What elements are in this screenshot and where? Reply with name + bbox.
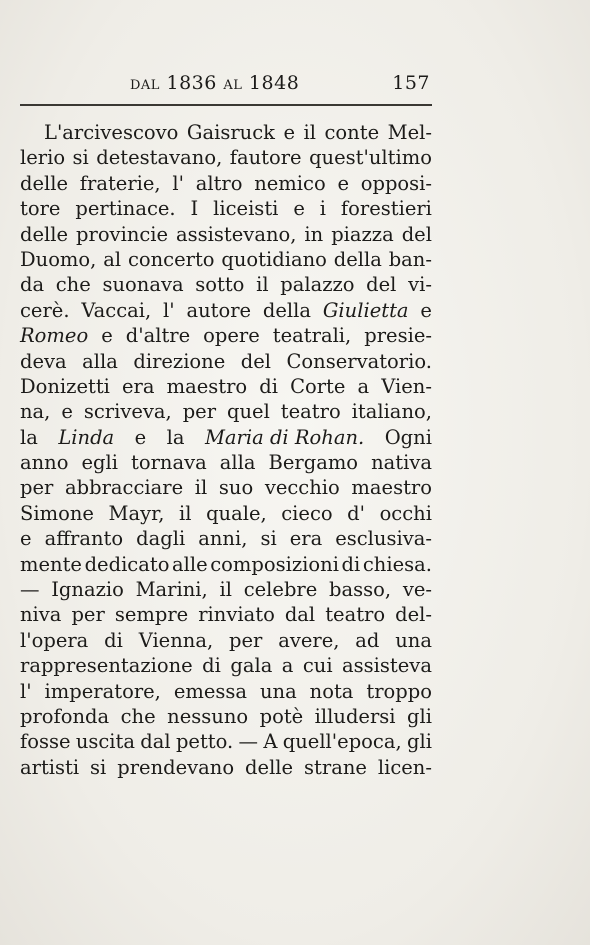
word: al bbox=[103, 247, 122, 271]
page-number: 157 bbox=[392, 72, 430, 94]
word: illudersi bbox=[314, 704, 396, 728]
word: maestro bbox=[351, 476, 432, 500]
word: piazza bbox=[331, 222, 394, 246]
word: troppo bbox=[366, 679, 432, 703]
word: cieco bbox=[281, 501, 333, 525]
word: conte bbox=[324, 121, 380, 144]
word: di bbox=[341, 552, 361, 576]
word: a bbox=[281, 654, 294, 678]
word: nota bbox=[309, 679, 354, 703]
word: della bbox=[333, 247, 382, 271]
word: autore bbox=[186, 298, 252, 322]
word: scriveva, bbox=[83, 400, 172, 424]
text-line bbox=[20, 196, 432, 221]
word: dedicato bbox=[84, 552, 170, 576]
text-line bbox=[20, 552, 432, 577]
word: gli bbox=[407, 704, 432, 728]
text-line bbox=[20, 679, 432, 704]
word: lerio bbox=[20, 146, 66, 170]
word: Maria di Rohan. bbox=[204, 425, 365, 449]
word: detestavano, bbox=[96, 146, 223, 170]
word: la bbox=[20, 425, 38, 449]
text-line bbox=[20, 222, 432, 247]
text-line bbox=[20, 349, 432, 374]
word: ban- bbox=[388, 247, 432, 271]
word: in bbox=[304, 222, 324, 246]
word: fraterie, bbox=[79, 171, 161, 195]
word: quale, bbox=[206, 501, 267, 525]
word: Mel- bbox=[387, 121, 432, 144]
word: teatro bbox=[325, 603, 386, 627]
word: maestro bbox=[166, 374, 248, 398]
word: anni, bbox=[198, 527, 248, 551]
word: Duomo, bbox=[20, 247, 97, 271]
text-line bbox=[20, 247, 432, 272]
word: strane bbox=[304, 755, 367, 779]
word: — bbox=[20, 578, 40, 602]
text-line bbox=[20, 298, 432, 323]
word: petto. bbox=[175, 730, 234, 754]
word: che bbox=[55, 273, 91, 297]
word: e bbox=[101, 324, 113, 348]
word: altro bbox=[195, 171, 243, 195]
word: e bbox=[283, 121, 296, 144]
word: Mayr, bbox=[108, 501, 165, 525]
word: Marini, bbox=[135, 578, 208, 602]
text-line bbox=[20, 425, 432, 450]
word: ve- bbox=[402, 578, 432, 602]
word: l' bbox=[20, 679, 32, 703]
word: uscita bbox=[75, 730, 135, 754]
word: tornava bbox=[131, 451, 207, 475]
word: delle bbox=[20, 171, 69, 195]
word: I bbox=[190, 197, 199, 221]
word: sempre bbox=[114, 603, 189, 627]
word: Vienna, bbox=[138, 628, 214, 652]
word: Vien- bbox=[381, 374, 432, 398]
word: profonda bbox=[20, 704, 110, 728]
word: assisteva bbox=[342, 654, 432, 678]
word: alla bbox=[82, 349, 118, 373]
word: d' bbox=[347, 501, 366, 525]
running-head: dal 1836 al 1848 bbox=[130, 72, 300, 94]
word: Corte bbox=[290, 374, 346, 398]
word: Bergamo bbox=[268, 451, 359, 475]
word: teatro bbox=[280, 400, 341, 424]
word: dal bbox=[140, 730, 171, 754]
word: d'altre bbox=[125, 324, 191, 348]
word: nessuno bbox=[167, 704, 249, 728]
text-line bbox=[20, 323, 432, 348]
word: il bbox=[194, 476, 208, 500]
word: licen- bbox=[377, 755, 432, 779]
word: alla bbox=[219, 451, 256, 475]
word: nativa bbox=[371, 451, 432, 475]
word: opposi- bbox=[360, 171, 432, 195]
word: per bbox=[182, 400, 217, 424]
word: imperatore, bbox=[44, 679, 161, 703]
word: di bbox=[259, 374, 278, 398]
word: gala bbox=[230, 654, 273, 678]
word: il bbox=[303, 121, 317, 144]
word: Gaisruck bbox=[186, 121, 275, 144]
word: artisti bbox=[20, 755, 80, 779]
word: emessa bbox=[173, 679, 248, 703]
text-line bbox=[20, 171, 432, 196]
word: anno bbox=[20, 451, 69, 475]
word: delle bbox=[245, 755, 294, 779]
text-line bbox=[20, 501, 432, 526]
word: italiano, bbox=[351, 400, 432, 424]
word: Conservatorio. bbox=[286, 349, 432, 373]
word: quest'ultimo bbox=[309, 146, 432, 170]
text-line bbox=[20, 628, 432, 653]
word: nemico bbox=[254, 171, 326, 195]
word: sotto bbox=[195, 273, 245, 297]
word: suo bbox=[218, 476, 254, 500]
word: di bbox=[202, 654, 221, 678]
word: Linda bbox=[58, 425, 115, 449]
word: Ogni bbox=[384, 425, 432, 449]
text-line bbox=[20, 145, 432, 170]
word: la bbox=[166, 425, 185, 449]
page-header bbox=[130, 72, 430, 102]
word: si bbox=[72, 146, 89, 170]
word: quotidiano bbox=[221, 247, 327, 271]
word: e bbox=[20, 527, 32, 551]
word: avere, bbox=[278, 628, 340, 652]
word: i bbox=[319, 197, 327, 221]
word: Donizetti bbox=[20, 374, 110, 398]
word: affranto bbox=[44, 527, 124, 551]
text-line bbox=[20, 755, 432, 780]
text-line bbox=[20, 704, 432, 729]
word: occhi bbox=[379, 501, 432, 525]
word: L'arcivescovo bbox=[44, 121, 179, 144]
word: delle bbox=[20, 222, 69, 246]
word: celebre bbox=[243, 578, 318, 602]
word: cui bbox=[302, 654, 333, 678]
word: dagli bbox=[136, 527, 186, 551]
word: niva bbox=[20, 603, 62, 627]
word: provincie bbox=[76, 222, 169, 246]
word: una bbox=[395, 628, 432, 652]
word: liceisti bbox=[213, 197, 279, 221]
word: rappresentazione bbox=[20, 654, 193, 678]
text-line bbox=[20, 272, 432, 297]
word: gli bbox=[406, 730, 432, 754]
word: potè bbox=[259, 704, 304, 728]
text-line bbox=[20, 602, 432, 627]
word: na, bbox=[20, 400, 51, 424]
word: dal bbox=[284, 603, 316, 627]
word: direzione bbox=[133, 349, 226, 373]
word: vi- bbox=[408, 273, 432, 297]
word: assistevano, bbox=[176, 222, 297, 246]
word: composizioni bbox=[210, 552, 339, 576]
word: si bbox=[260, 527, 277, 551]
word: Ignazio bbox=[51, 578, 124, 602]
word: quel bbox=[227, 400, 270, 424]
word: si bbox=[90, 755, 107, 779]
word: vecchio bbox=[264, 476, 340, 500]
word: del bbox=[366, 273, 397, 297]
word: A bbox=[263, 730, 278, 754]
word: e bbox=[134, 425, 147, 449]
word: fosse bbox=[20, 730, 71, 754]
word: e bbox=[420, 298, 432, 322]
word: rinviato bbox=[198, 603, 275, 627]
word: l' bbox=[172, 171, 184, 195]
word: una bbox=[259, 679, 297, 703]
word: a bbox=[357, 374, 370, 398]
word: fautore bbox=[229, 146, 302, 170]
word: egli bbox=[81, 451, 118, 475]
word: pertinace. bbox=[75, 197, 176, 221]
word: per bbox=[71, 603, 105, 627]
word: alle bbox=[172, 552, 208, 576]
header-rule bbox=[20, 104, 432, 106]
word: quell'epoca, bbox=[282, 730, 402, 754]
word: chiesa. bbox=[362, 552, 432, 576]
text-line bbox=[20, 399, 432, 424]
word: mente bbox=[20, 552, 82, 576]
word: e bbox=[337, 171, 349, 195]
text-line bbox=[20, 577, 432, 602]
word: l'opera bbox=[20, 628, 89, 652]
word: di bbox=[104, 628, 123, 652]
word: Giulietta bbox=[322, 298, 409, 322]
word: deva bbox=[20, 349, 67, 373]
word: Vaccai, bbox=[81, 298, 152, 322]
word: — bbox=[238, 730, 259, 754]
text-line bbox=[20, 120, 432, 145]
text-line bbox=[20, 450, 432, 475]
text-line bbox=[20, 653, 432, 678]
word: presie- bbox=[364, 324, 432, 348]
word: prendevano bbox=[117, 755, 235, 779]
word: era bbox=[122, 374, 155, 398]
text-line bbox=[20, 374, 432, 399]
word: della bbox=[262, 298, 312, 322]
word: opere bbox=[203, 324, 260, 348]
word: concerto bbox=[127, 247, 215, 271]
word: per bbox=[229, 628, 263, 652]
body-text bbox=[20, 120, 432, 780]
word: del- bbox=[395, 603, 432, 627]
word: ad bbox=[355, 628, 380, 652]
word: era bbox=[289, 527, 323, 551]
word: e bbox=[61, 400, 73, 424]
text-line bbox=[20, 729, 432, 754]
word: Simone bbox=[20, 501, 94, 525]
word: il bbox=[219, 578, 232, 602]
word: suonava bbox=[102, 273, 184, 297]
word: cerè. bbox=[20, 298, 70, 322]
word: il bbox=[256, 273, 269, 297]
word: basso, bbox=[329, 578, 392, 602]
text-line bbox=[20, 475, 432, 500]
word: del bbox=[240, 349, 272, 373]
word: palazzo bbox=[280, 273, 355, 297]
word: e bbox=[293, 197, 305, 221]
word: forestieri bbox=[340, 197, 432, 221]
word: tore bbox=[20, 197, 61, 221]
word: esclusiva- bbox=[335, 527, 432, 551]
word: il bbox=[179, 501, 192, 525]
word: che bbox=[120, 704, 156, 728]
word: Romeo bbox=[20, 324, 89, 348]
word: da bbox=[20, 273, 45, 297]
word: abbracciare bbox=[65, 476, 184, 500]
word: teatrali, bbox=[272, 324, 352, 348]
word: l' bbox=[163, 298, 175, 322]
word: del bbox=[401, 222, 432, 246]
text-line bbox=[20, 526, 432, 551]
word: per bbox=[20, 476, 54, 500]
